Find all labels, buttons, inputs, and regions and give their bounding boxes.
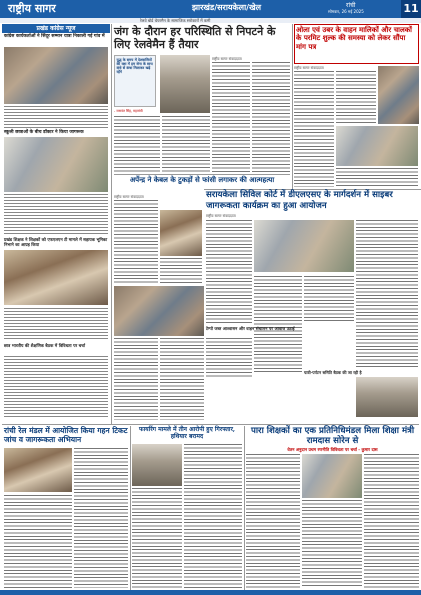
- left-top-photo: [4, 47, 108, 104]
- section-title: झारखंड/सरायकेला/खेल: [192, 3, 262, 12]
- delegation-headline: पारा शिक्षकों का एक प्रतिनिधिमंडल मिला शिक्षा मंत्री रामदास सोरेन से: [250, 426, 415, 446]
- lower-left-rule: [130, 426, 131, 591]
- left-story4-body: [4, 356, 108, 418]
- pullquote-box: [114, 55, 156, 107]
- lower-rule: [2, 424, 419, 425]
- left-story2-headline: स्कूली छात्राओं के बीच डॉक्टर ने किया जागरूक: [4, 130, 84, 135]
- lead-body-col1: [162, 116, 210, 172]
- small-body: [206, 338, 252, 378]
- left-story4-headline: छात्र भारतीय की शैक्षणिक बैठक में विविधता पर चर्चा: [4, 343, 86, 348]
- second-byline: राष्ट्रीय सागर संवाददाता: [114, 195, 144, 199]
- right-top-headline: ओला एवं उबर के वाहन मालिकों और चालकों के परमिट शुल्क की समस्या को लेकर सौंपा मांग पत्र: [294, 24, 419, 64]
- left-story2-photo: [4, 137, 108, 192]
- lead-body-col0: [114, 116, 160, 172]
- sub-small-headline: यात्री-पर्यटन समिति बैठक की जा रही है: [304, 370, 362, 375]
- arrest-headline: फायरिंग मामले में तीन आरोपी हुए गिरफ्तार, हथियार बरामद: [138, 426, 235, 441]
- right-body-col1: [336, 71, 376, 123]
- center-mid-body2: [160, 338, 204, 420]
- banner-body-col1: [254, 276, 302, 372]
- right-portrait-photo: [378, 66, 419, 124]
- center-mid-body: [114, 338, 158, 420]
- left-story2-body: [4, 194, 108, 234]
- right-body-col0: [294, 71, 334, 187]
- lead-portrait: [160, 55, 210, 113]
- arrest-body-col0: [132, 488, 182, 588]
- lead-headline: जंग के दौरान हर परिस्थिति से निपटने के लिए रेलवेमैन हैं तैयार: [114, 25, 276, 51]
- banner-body-col0: [206, 220, 252, 324]
- lead-byline: राष्ट्रीय सागर संवाददाता: [212, 57, 242, 61]
- banner-headline: सरायकेला सिविल कोर्ट में डीएलएसए के मार्गदर्शन में साइबर जागरूकता कार्यक्रम का हुआ आयोजन: [206, 190, 393, 211]
- issue-date: सोमवार, 26 मई 2025: [328, 9, 364, 14]
- page-number: 11: [401, 0, 421, 18]
- second-body-col1: [160, 258, 202, 284]
- left-column-rule: [111, 24, 112, 424]
- right-body-col2: [336, 168, 418, 187]
- right-mid-photo: [356, 377, 418, 417]
- delegation-body-col2: [364, 454, 419, 588]
- banner-photo: [254, 220, 354, 272]
- masthead-tagline: रेलवे बोर्ड चेयरमैन के सामाजिक सरोकारों में कमी: [140, 18, 211, 23]
- rail-body-col0: [4, 495, 72, 588]
- pullquote-text: युद्ध के समय में देशवासियों की रक्षा में हम सेना के साथ कंधे से कंधा मिलाकर खड़े रहेंगे: [116, 57, 153, 75]
- left-box-body: [4, 106, 108, 128]
- right-top-byline: राष्ट्रीय सागर संवाददाता: [294, 66, 324, 70]
- left-story3-headline: प्रखंड शिक्षक ने शिक्षकों को एफएलएन टी मामले में सहायक भूमिका निभाने का आग्रह किया: [4, 237, 108, 247]
- masthead-strip: [0, 18, 421, 23]
- rail-headline: रांची रेल मंडल में आयोजित किया गहन टिकट जांच व जागरूकता अभियान: [4, 426, 128, 444]
- rail-body-col1: [74, 448, 128, 588]
- arrest-body-col1: [184, 444, 242, 588]
- banner-body-col2: [304, 276, 354, 322]
- edition-city: रांची: [346, 2, 356, 9]
- delegation-body-col0: [246, 454, 300, 588]
- second-photo: [160, 210, 202, 256]
- banner-body-col3: [356, 220, 418, 368]
- right-column-rule: [292, 24, 293, 189]
- arrest-photo: [132, 444, 182, 486]
- lead-body-col3: [252, 62, 290, 172]
- lead-body-col2: [212, 62, 250, 172]
- banner-byline: राष्ट्रीय सागर संवाददाता: [206, 214, 236, 218]
- delegation-sub: वेतन अनुदान प्रथम रणनीति विविधता पर चर्चा - कुमार दास: [287, 447, 378, 452]
- delegation-body-col1: [302, 500, 362, 588]
- left-story3-photo: [4, 250, 108, 305]
- second-headline: अर्पेन्द्र ने केबल के टुकड़ों से फांसी लगाकर की आत्महत्या: [129, 175, 275, 184]
- pullquote-attribution: - जसवंत सिंह, महामंत्री: [114, 109, 143, 113]
- lower-mid-rule: [244, 426, 245, 591]
- second-body-col0: [114, 200, 158, 284]
- right-group-photo: [336, 126, 418, 166]
- small-headline: टेम्पो जब्त आश्वासन और वाहन संचालन पर आवाज उठाई: [206, 326, 295, 331]
- delegation-photo: [302, 454, 362, 498]
- left-story3-body: [4, 308, 108, 340]
- left-box-header: प्रखंड कांग्रेस न्यूज: [2, 24, 110, 33]
- newspaper-logo: राष्ट्रीय सागर: [8, 2, 56, 15]
- footer-bar: [0, 590, 421, 595]
- rail-photo: [4, 448, 72, 492]
- center-mid-photo: [114, 286, 204, 336]
- left-box-headline: कांग्रेस कार्यकर्ताओं ने सिंदूर सम्मान यात्रा निकाली गई गांव में: [4, 34, 105, 39]
